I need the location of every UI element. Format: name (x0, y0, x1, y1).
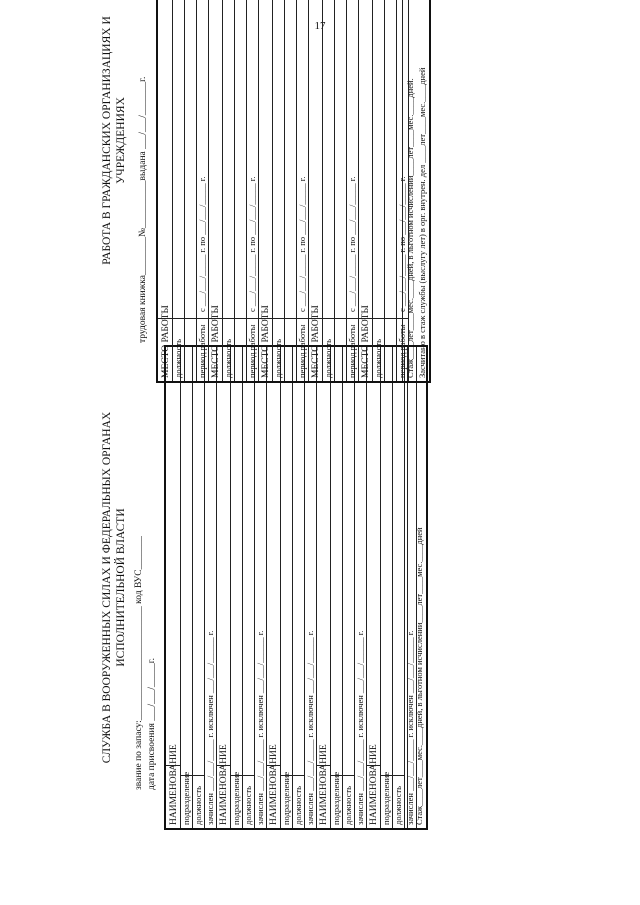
entry-period[interactable]: зачислен ___/___/_____ г. исключен ___/___/______ г. (355, 630, 365, 825)
rank-date-line: дата присвоения ___/___/_____г. (147, 658, 157, 790)
entry-place-label: МЕСТО РАБОТЫ (211, 305, 221, 378)
military-title: СЛУЖБА В ВООРУЖЕННЫХ СИЛАХ И ФЕДЕРАЛЬНЫХ ОРГАНАХ ИСПОЛНИТЕЛЬНОЙ ВЛАСТИ (101, 411, 127, 764)
entry-period[interactable]: зачислен ___/___/_____ г. исключен ___/___/______ г. (255, 630, 265, 825)
entry-fill-field[interactable] (322, 0, 334, 319)
entry-post-label: должность (343, 786, 353, 825)
entry-period-label: период работы (247, 324, 257, 378)
entry-fill-field[interactable] (172, 0, 184, 319)
civil-entry-row (208, 0, 223, 381)
entry-fill-field[interactable] (230, 347, 242, 776)
entry-fill-field[interactable] (284, 0, 296, 319)
entry-post-label: должность (323, 339, 333, 378)
military-summary: Стаж____лет____мес.____дней, в льготном исчислении____лет____мес.____дней (414, 527, 424, 825)
military-entry-row (366, 347, 381, 828)
entry-fill-field[interactable] (380, 347, 392, 776)
entry-period-field[interactable] (246, 0, 258, 319)
entry-place-label: МЕСТО РАБОТЫ (161, 305, 171, 378)
entry-period: с ___/___/_____ г. по ___/___/_____ г. (347, 176, 357, 312)
entry-name-label: НАИМЕНОВАНИЕ (169, 744, 179, 825)
entry-period: с ___/___/_____ г. по ___/___/_____ г. (247, 176, 257, 312)
entry-period-label: период работы (297, 324, 307, 378)
entry-fill-field[interactable] (372, 0, 384, 319)
entry-fill-field[interactable] (266, 347, 280, 766)
entry-place-label: МЕСТО РАБОТЫ (311, 305, 321, 378)
entry-fill-field[interactable] (184, 0, 196, 319)
entry-fill-field[interactable] (316, 347, 330, 766)
entry-period-field[interactable] (196, 0, 208, 319)
entry-period: с ___/___/_____ г. по ___/___/_____ г. (397, 176, 407, 312)
entry-period-field[interactable] (346, 0, 358, 319)
civil-summary-1: Стаж____лет____мес.____дней, в льготном исчислении____лет____мес.____дней. (405, 78, 415, 378)
entry-place-label: МЕСТО РАБОТЫ (361, 305, 371, 378)
entry-post-label: должность (223, 339, 233, 378)
military-entry-row (166, 347, 181, 828)
entry-fill-field[interactable] (216, 347, 230, 766)
entry-fill-field[interactable] (280, 347, 292, 776)
entry-post-label: должность (193, 786, 203, 825)
civil-header (98, 0, 156, 383)
entry-fill-field[interactable] (208, 0, 222, 319)
entry-fill-field[interactable] (258, 0, 272, 319)
entry-post-label: должность (293, 786, 303, 825)
military-header (98, 345, 164, 830)
entry-period[interactable]: зачислен ___/___/_____ г. исключен ___/___/______ г. (205, 630, 215, 825)
entry-post-label: должность (273, 339, 283, 378)
military-table (164, 345, 428, 830)
entry-period-label: период работы (197, 324, 207, 378)
entry-unit-label: подразделение (331, 771, 341, 825)
entry-fill-field[interactable] (234, 0, 246, 319)
entry-period-label: период работы (397, 324, 407, 378)
civil-table (156, 0, 431, 383)
entry-fill-field[interactable] (366, 347, 380, 766)
work-book-line: трудовая книжка________№__________выдана ___/___/_______г. (138, 76, 148, 343)
entry-post-label: должность (173, 339, 183, 378)
entry-fill-field[interactable] (158, 0, 172, 319)
civil-entry-row (258, 0, 273, 381)
entry-name-label: НАИМЕНОВАНИЕ (369, 744, 379, 825)
entry-fill-field[interactable] (192, 347, 204, 776)
entry-fill-field[interactable] (342, 347, 354, 776)
civil-work-section (98, 0, 431, 383)
entry-period[interactable]: зачислен ___/___/_____ г. исключен ___/___/______ г. (405, 630, 415, 825)
civil-entry-row (308, 0, 323, 381)
military-entry-row (316, 347, 331, 828)
entry-name-label: НАИМЕНОВАНИЕ (319, 744, 329, 825)
entry-post-label: должность (373, 339, 383, 378)
entry-period: с ___/___/_____ г. по ___/___/_____ г. (297, 176, 307, 312)
entry-period-field[interactable] (296, 0, 308, 319)
military-service-section (98, 345, 428, 830)
entry-fill-field[interactable] (222, 0, 234, 319)
civil-summary-row (402, 0, 429, 381)
military-entry-row (216, 347, 231, 828)
entry-name-label: НАИМЕНОВАНИЕ (269, 744, 279, 825)
reserve-rank-line: звание по запасу:________________________ код ВУС_______ (134, 536, 144, 790)
entry-post-label: должность (393, 786, 403, 825)
entry-unit-label: подразделение (381, 771, 391, 825)
military-entry-row (266, 347, 281, 828)
military-summary-row (407, 347, 426, 828)
entry-fill-field[interactable] (392, 347, 404, 776)
entry-fill-field[interactable] (166, 347, 180, 766)
civil-entry-row (158, 0, 173, 381)
page-number: 17 (314, 20, 326, 32)
civil-summary-2: Засчитано в стаж службы (выслугу лет) в орг. внутрен. дел ____лет____мес.____дней (417, 67, 427, 378)
entry-post-label: должность (243, 786, 253, 825)
entry-fill-field[interactable] (272, 0, 284, 319)
entry-period-label: период работы (347, 324, 357, 378)
entry-name-label: НАИМЕНОВАНИЕ (219, 744, 229, 825)
entry-unit-label: подразделение (181, 771, 191, 825)
entry-fill-field[interactable] (384, 0, 396, 319)
entry-fill-field[interactable] (334, 0, 346, 319)
entry-fill-field[interactable] (358, 0, 372, 319)
entry-fill-field[interactable] (180, 347, 192, 776)
entry-period: с ___/___/_____ г. по ___/___/_____ г. (197, 176, 207, 312)
entry-unit-label: подразделение (281, 771, 291, 825)
entry-unit-label: подразделение (231, 771, 241, 825)
entry-fill-field[interactable] (330, 347, 342, 776)
civil-entry-row (358, 0, 373, 381)
entry-fill-field[interactable] (308, 0, 322, 319)
entry-fill-field[interactable] (242, 347, 254, 776)
entry-fill-field[interactable] (292, 347, 304, 776)
civil-title: РАБОТА В ГРАЖДАНСКИХ ОРГАНИЗАЦИЯХ И УЧРЕЖДЕНИЯХ (101, 16, 127, 265)
entry-place-label: МЕСТО РАБОТЫ (261, 305, 271, 378)
entry-period[interactable]: зачислен ___/___/_____ г. исключен ___/___/______ г. (305, 630, 315, 825)
